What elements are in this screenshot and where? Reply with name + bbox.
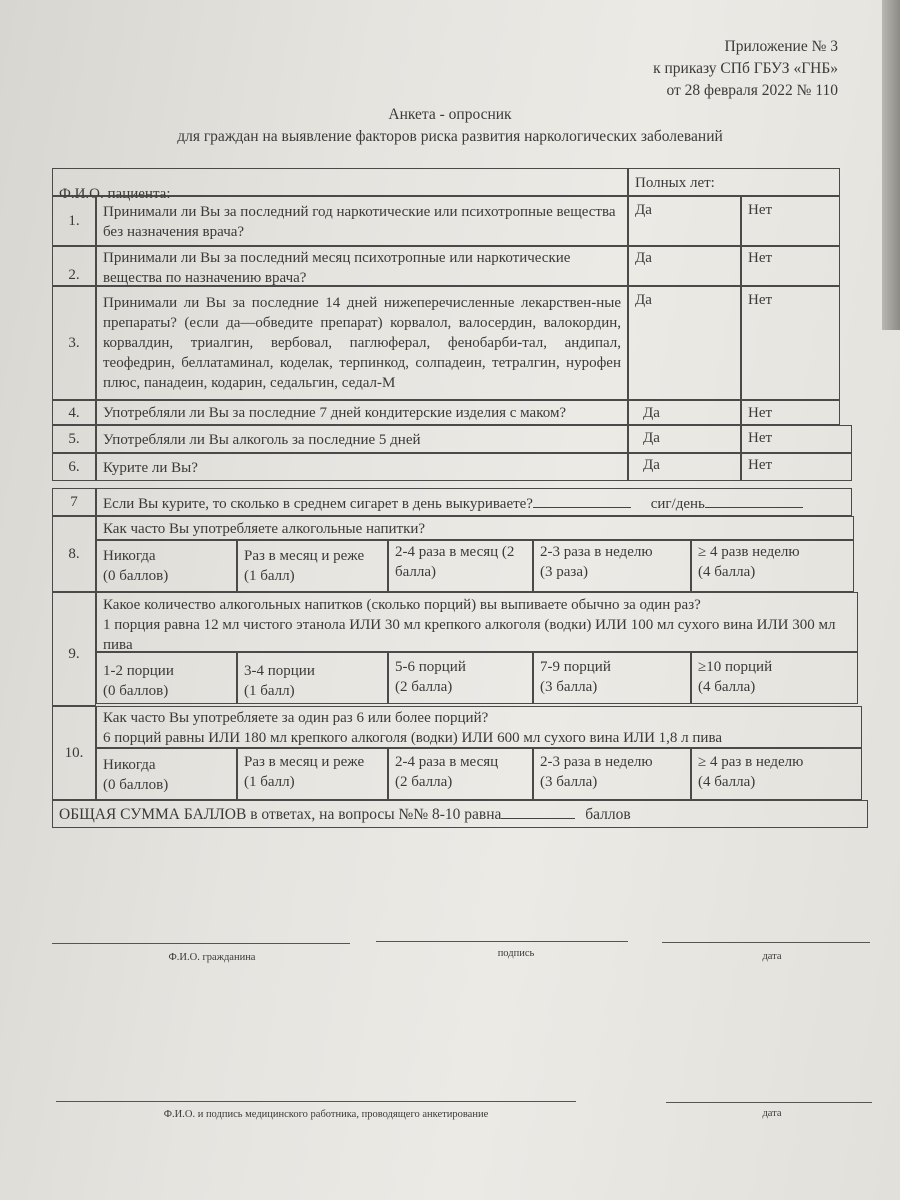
citizen-name-caption: Ф.И.О. гражданина (168, 952, 256, 963)
q5-text: Употребляли ли Вы алкоголь за последние 5 дней (96, 425, 628, 453)
q10-option-4[interactable]: 2-3 раза в неделю (3 балла) (533, 748, 691, 800)
q9-option-2[interactable]: 3-4 порции (1 балл) (237, 652, 388, 704)
q5-no[interactable]: Нет (741, 425, 852, 453)
form-title: Анкета - опросник (388, 106, 512, 123)
q7-number: 7 (52, 488, 96, 516)
date-line-2[interactable] (666, 1102, 872, 1103)
q8-option-2[interactable]: Раз в месяц и реже (1 балл) (237, 540, 388, 592)
date-caption-2: дата (762, 1108, 782, 1119)
q2-yes[interactable]: Да (628, 246, 741, 286)
total-score-unit: баллов (585, 806, 631, 823)
total-score-row (52, 800, 868, 828)
q3-text: Принимали ли Вы за последние 14 дней нижеперечисленные лекарствен-ные препараты? (если да—обведите препарат) корвалол, валосердин, валокордин, корвалдин, триалгин, вербовал, паглюферал, фенобарби-тал, андипал, теофедрин, беллатаминал, коделак, терпинкод, солпадеин, тетралгин, нурофен плюс, панадеин, кодарин, седальгин, седал-М (96, 286, 628, 400)
q4-number: 4. (52, 400, 96, 425)
q7-unit: сиг/день (650, 496, 705, 512)
appendix-line-1: Приложение № 3 (724, 38, 838, 55)
q2-text: Принимали ли Вы за последний месяц психотропные или наркотические вещества по назначению врача? (96, 246, 628, 286)
q3-yes[interactable]: Да (628, 286, 741, 400)
q10-option-2[interactable]: Раз в месяц и реже (1 балл) (237, 748, 388, 800)
total-score-label: ОБЩАЯ СУММА БАЛЛОВ в ответах, на вопросы №№ 8-10 равна (59, 806, 502, 823)
signature-caption: подпись (497, 948, 535, 959)
q5-yes[interactable]: Да (628, 425, 741, 453)
q9-option-4[interactable]: 7-9 порций (3 балла) (533, 652, 691, 704)
q6-yes[interactable]: Да (628, 453, 741, 481)
q8-option-1[interactable]: Никогда (0 баллов) (96, 540, 237, 592)
q4-text: Употребляли ли Вы за последние 7 дней кондитерские изделия с маком? (96, 400, 628, 425)
q4-no[interactable]: Нет (741, 400, 840, 425)
q10-text (96, 706, 862, 748)
fio-label: Ф.И.О. пациента: (52, 168, 628, 196)
citizen-name-line[interactable] (52, 943, 350, 944)
q9-option-3[interactable]: 5-6 порций (2 балла) (388, 652, 533, 704)
q7-unit-input[interactable] (705, 493, 803, 508)
q2-number: 2. (52, 246, 96, 286)
q8-text: Как часто Вы употребляете алкогольные напитки? (96, 516, 854, 540)
q5-number: 5. (52, 425, 96, 453)
q8-option-4[interactable]: 2-3 раза в неделю (3 раза) (533, 540, 691, 592)
q8-option-3[interactable]: 2-4 раза в месяц (2 балла) (388, 540, 533, 592)
total-score-input[interactable] (501, 804, 575, 819)
appendix-line-3: от 28 февраля 2022 № 110 (666, 82, 838, 99)
q6-no[interactable]: Нет (741, 453, 852, 481)
q8-number: 8. (52, 516, 96, 592)
q9-option-1[interactable]: 1-2 порции (0 баллов) (96, 652, 237, 704)
q1-text: Принимали ли Вы за последний год наркотические или психотропные вещества без назначения врача? (96, 196, 628, 246)
q3-number: 3. (52, 286, 96, 400)
q9-option-5[interactable]: ≥10 порций (4 балла) (691, 652, 858, 704)
q8-option-5[interactable]: ≥ 4 разв неделю (4 балла) (691, 540, 854, 592)
q7-cigarettes-input[interactable] (533, 493, 631, 508)
q10-text-1: Как часто Вы употребляете за один раз 6 или более порций? (103, 710, 489, 726)
q7-row (96, 488, 852, 516)
medic-line[interactable] (56, 1101, 576, 1102)
page-shadow-edge (882, 0, 900, 330)
date-line-1[interactable] (662, 942, 870, 943)
q10-option-1[interactable]: Никогда (0 баллов) (96, 748, 237, 800)
q9-number: 9. (52, 592, 96, 706)
date-caption-1: дата (762, 951, 782, 962)
q1-number: 1. (52, 196, 96, 246)
q6-number: 6. (52, 453, 96, 481)
q10-text-2: 6 порций равны ИЛИ 180 мл крепкого алкоголя (водки) ИЛИ 600 мл сухого вина ИЛИ 1,8 л пива (103, 730, 722, 746)
signature-line[interactable] (376, 941, 628, 942)
q2-no[interactable]: Нет (741, 246, 840, 286)
q10-number: 10. (52, 706, 96, 800)
appendix-header (653, 36, 838, 102)
age-label: Полных лет: (628, 168, 840, 196)
q4-yes[interactable]: Да (628, 400, 741, 425)
q3-no[interactable]: Нет (741, 286, 840, 400)
appendix-line-2: к приказу СПб ГБУЗ «ГНБ» (653, 60, 838, 77)
q9-text (96, 592, 858, 652)
form-subtitle: для граждан на выявление факторов риска развития наркологических заболеваний (177, 128, 723, 145)
q1-yes[interactable]: Да (628, 196, 741, 246)
q7-text: Если Вы курите, то сколько в среднем сигарет в день выкуриваете? (103, 496, 533, 512)
q10-option-5[interactable]: ≥ 4 раз в неделю (4 балла) (691, 748, 862, 800)
q6-text: Курите ли Вы? (96, 453, 628, 481)
q1-no[interactable]: Нет (741, 196, 840, 246)
q10-option-3[interactable]: 2-4 раза в месяц (2 балла) (388, 748, 533, 800)
medic-caption: Ф.И.О. и подпись медицинского работника, проводящего анкетирование (163, 1109, 489, 1120)
q9-text-1: Какое количество алкогольных напитков (сколько порций) вы выпиваете обычно за один раз? (103, 597, 701, 613)
q9-text-2: 1 порция равна 12 мл чистого этанола ИЛИ 30 мл крепкого алкоголя (водки) ИЛИ 100 мл сухого вина ИЛИ 300 мл пива (103, 617, 836, 653)
